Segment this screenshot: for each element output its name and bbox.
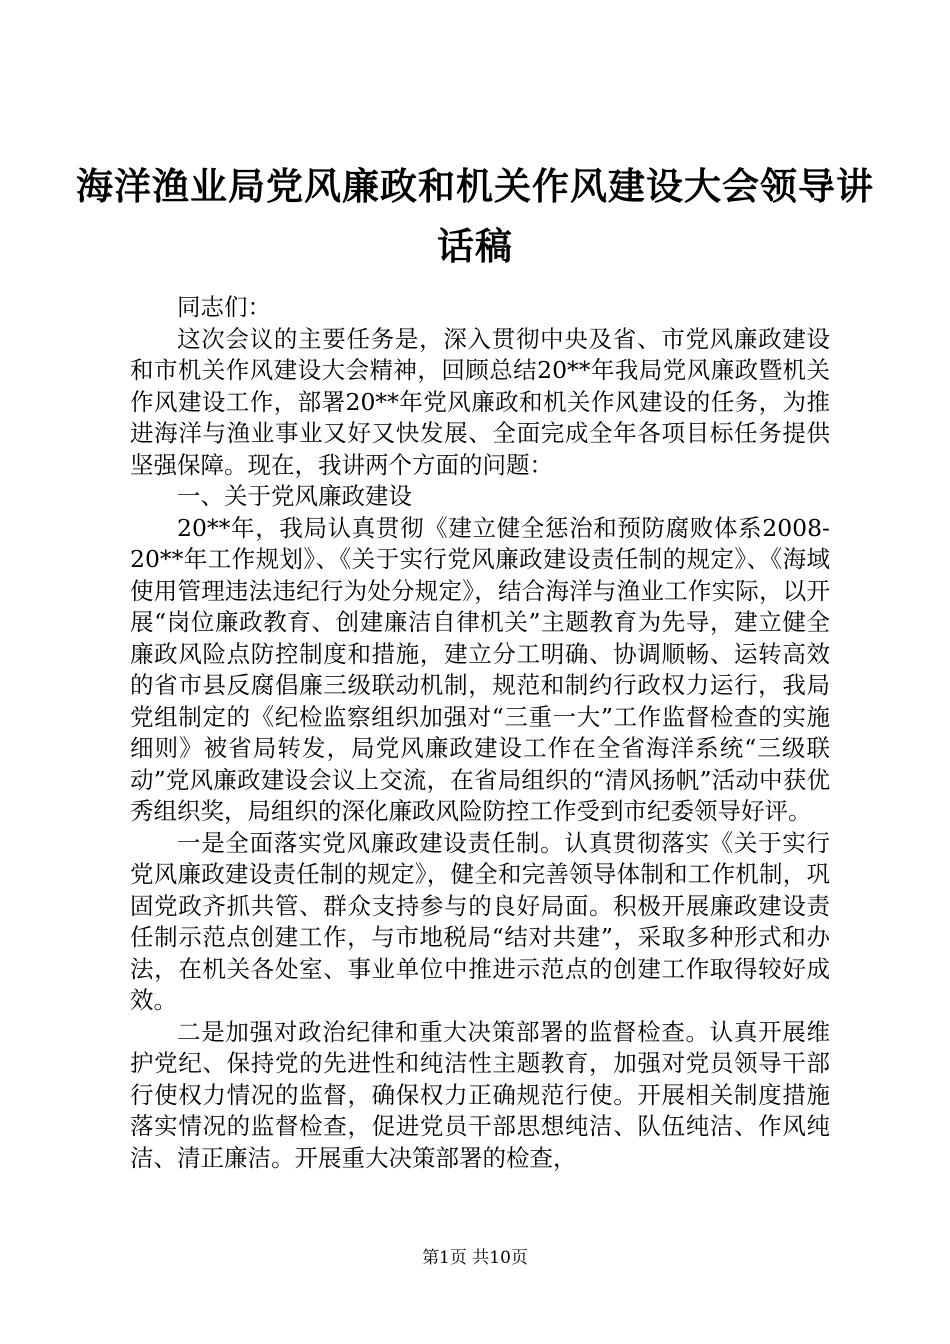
paragraph-intro: 这次会议的主要任务是，深入贯彻中央及省、市党风廉政建设和市机关作风建设大会精神，回顾总结20**年我局党风廉政暨机关作风建设工作，部署20**年党风廉政和机关作风建设的任务，为推进海洋与渔业事业又好又快发展、全面完成全年各项目标任务提供坚强保障。现在，我讲两个方面的问题： <box>130 324 830 479</box>
paragraph-point-one: 一是全面落实党风廉政建设责任制。认真贯彻落实《关于实行党风廉政建设责任制的规定》，健全和完善领导体制和工作机制，巩固党政齐抓共管、群众支持参与的良好局面。积极开展廉政建设责任制示范点创建工作，与市地税局“结对共建”，采取多种形式和办法，在机关各处室、事业单位中推进示范点的创建工作取得较好成效。 <box>130 828 830 1014</box>
section-heading: 一、关于党风廉政建设 <box>177 482 412 510</box>
paragraph-summary: 20**年，我局认真贯彻《建立健全惩治和预防腐败体系2008-20**年工作规划》、《关于实行党风廉政建设责任制的规定》、《海域使用管理违法违纪行为处分规定》，结合海洋与渔业工作实际，以开展“岗位廉政教育、创建廉洁自律机关”主题教育为先导，建立健全廉政风险点防控制度和措施，建立分工明确、协调顺畅、运转高效的省市县反腐倡廉三级联动机制，规范和制约行政权力运行，我局党组制定的《纪检监察组织加强对“三重一大”工作监督检查的实施细则》被省局转发，局党风廉政建设工作在全省海洋系统“三级联动”党风廉政建设会议上交流，在省局组织的“清风扬帆”活动中获优秀组织奖，局组织的深化廉政风险防控工作受到市纪委领导好评。 <box>130 513 830 825</box>
paragraph-point-two: 二是加强对政治纪律和重大决策部署的监督检查。认真开展维护党纪、保持党的先进性和纯洁性主题教育，加强对党员领导干部行使权力情况的监督，确保权力正确规范行使。开展相关制度措施落实情况的监督检查，促进党员干部思想纯洁、队伍纯洁、作风纯洁、清正廉洁。开展重大决策部署的检查， <box>130 1017 830 1172</box>
salutation: 同志们： <box>177 293 271 321</box>
document-title: 海洋渔业局党风廉政和机关作风建设大会领导讲话稿 <box>76 164 874 268</box>
page-number-footer: 第1页 共10页 <box>422 1248 528 1268</box>
document-body <box>130 292 830 1174</box>
